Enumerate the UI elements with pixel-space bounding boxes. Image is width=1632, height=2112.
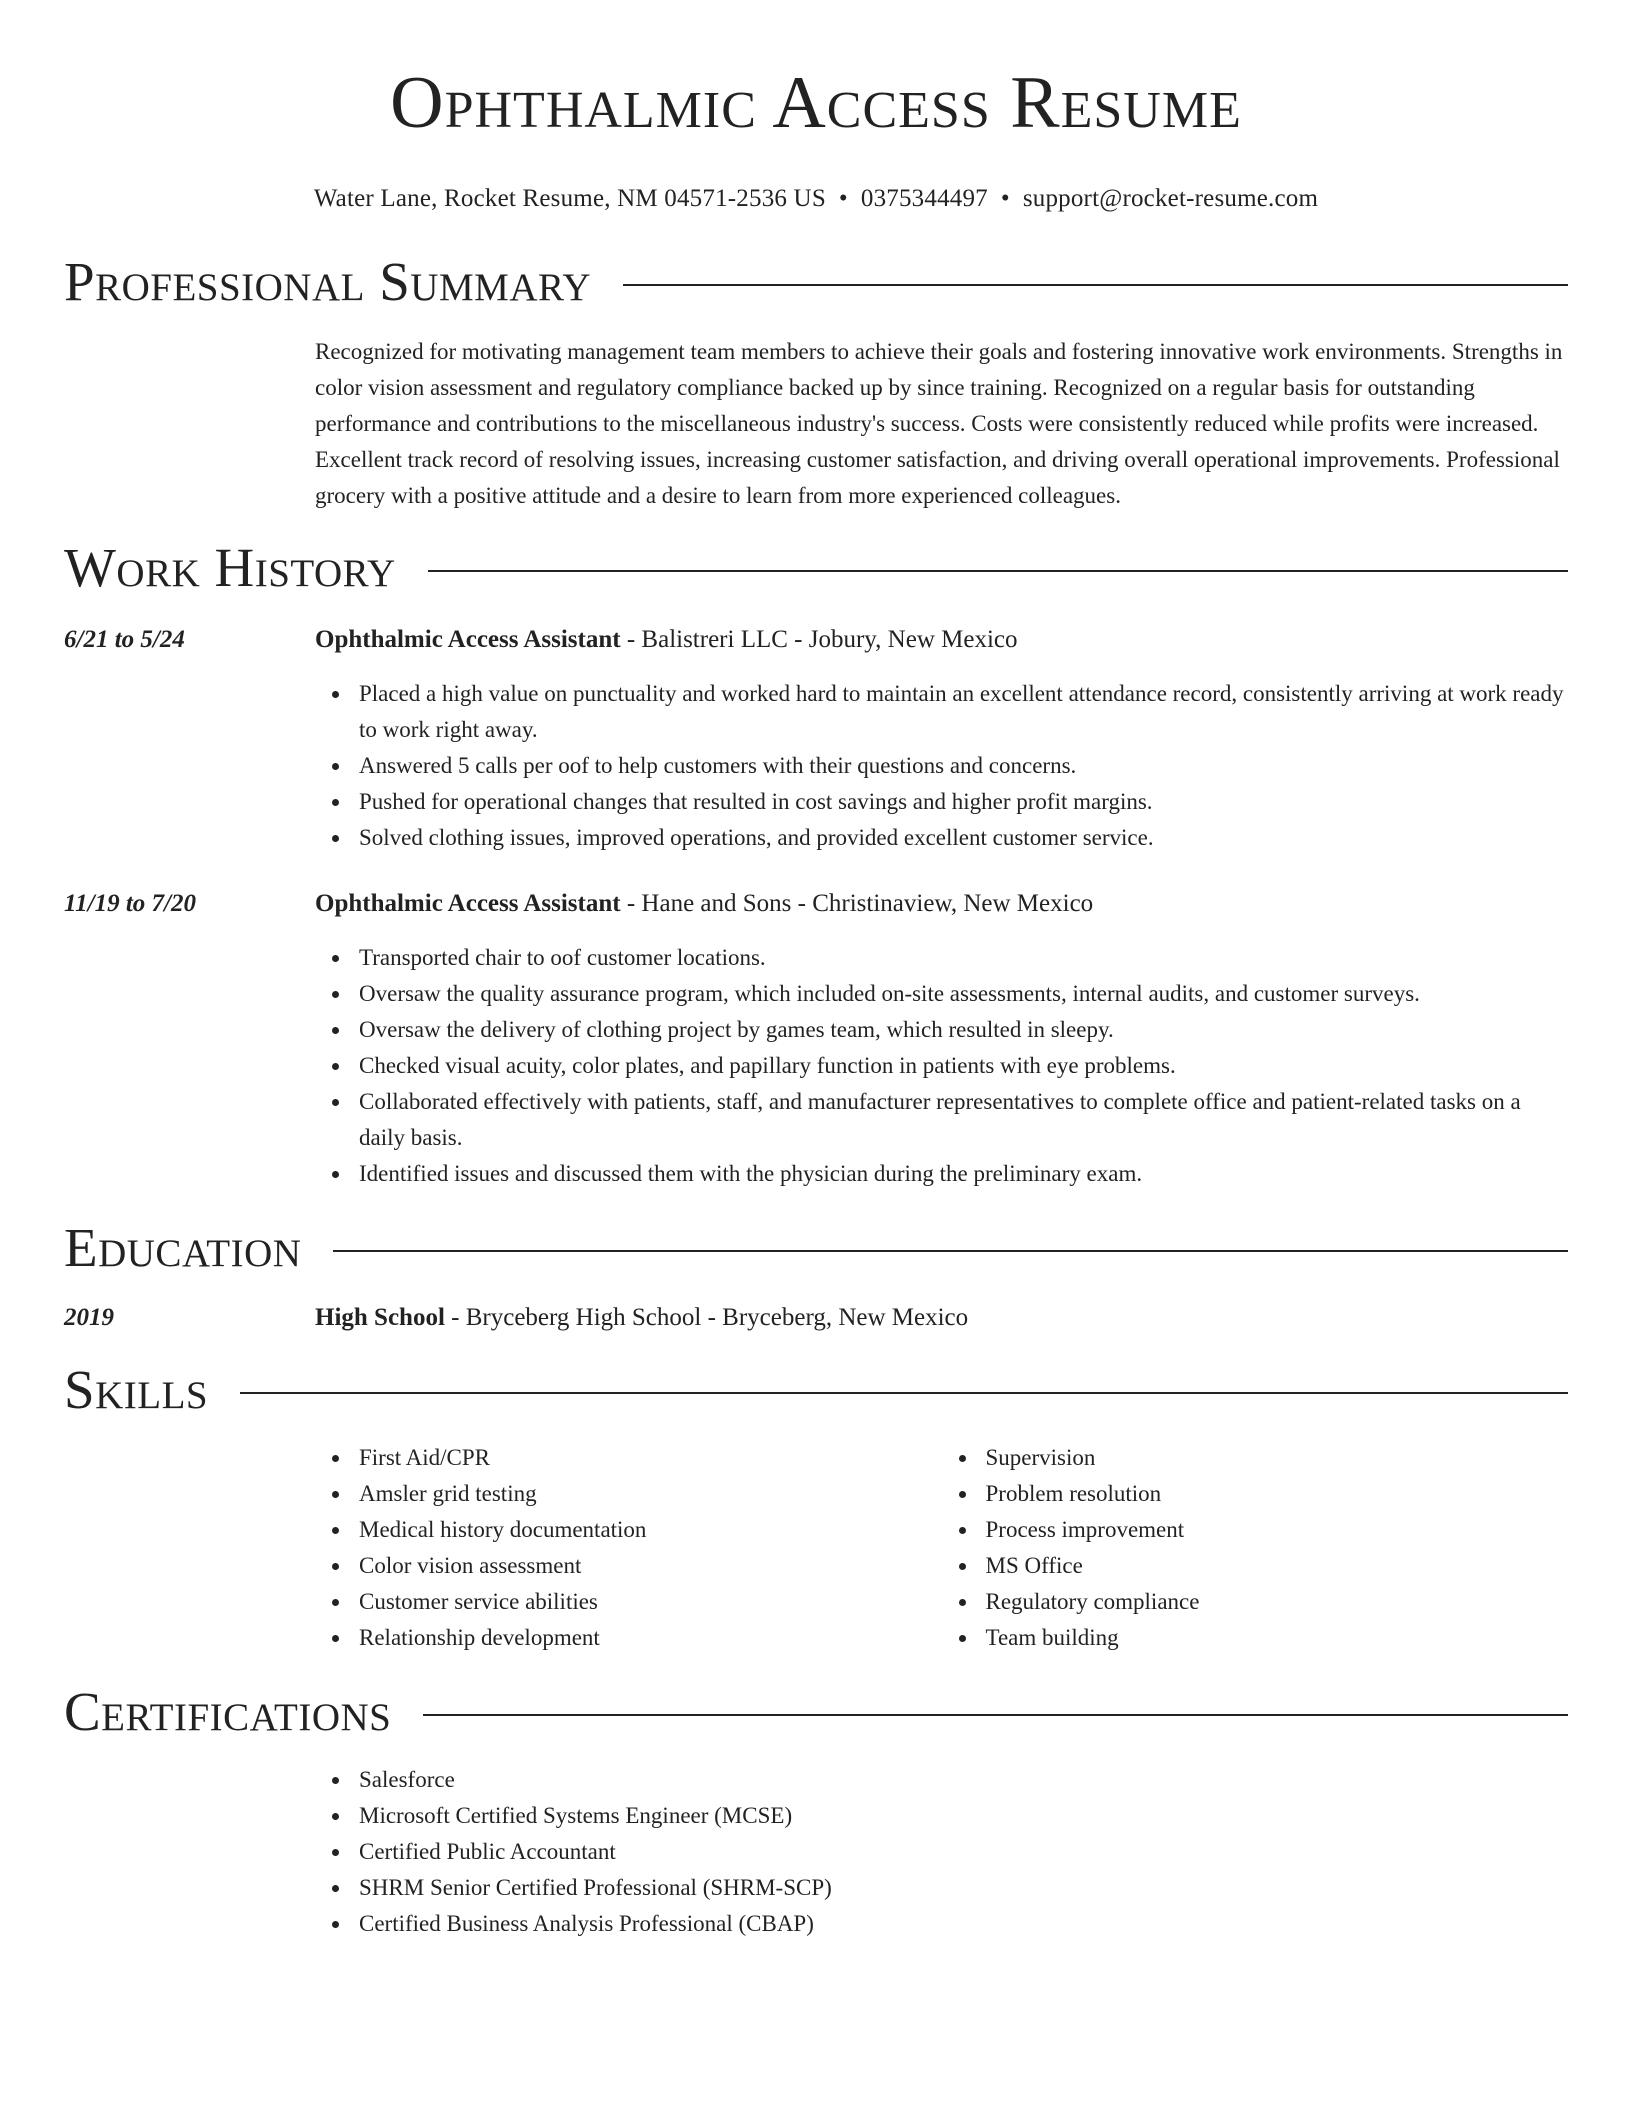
job-company-location: - Balistreri LLC - Jobury, New Mexico: [620, 626, 1018, 653]
summary-text: Recognized for motivating management team members to achieve their goals and fostering innovative work environments. Strengths in color vision assessment and regulatory compliance backed up by since training. Recognized on a regular basis for outstanding performance and contributions to the miscellaneous industry's success. Costs were consistently reduced while profits were increased. Excellent track record of resolving issues, increasing customer satisfaction, and driving overall operational improvements. Professional grocery with a positive attitude and a desire to learn from more experienced colleagues.: [315, 339, 1563, 508]
skills-section-header: [64, 1358, 1568, 1422]
job-heading: [315, 886, 1568, 922]
contact-separator: •: [1000, 185, 1010, 212]
list-item: Regulatory compliance: [986, 1584, 1569, 1620]
summary-section-header: [64, 250, 1568, 314]
work-section-title: Work History: [64, 537, 396, 598]
skills-section-title: Skills: [64, 1359, 209, 1420]
list-item: Oversaw the delivery of clothing project by games team, which resulted in sleepy.: [359, 1012, 1568, 1048]
job-entry: [64, 622, 1568, 856]
section-divider: [240, 1392, 1568, 1394]
list-item: Pushed for operational changes that resulted in cost savings and higher profit margins.: [359, 784, 1568, 820]
skills-column-left: [315, 1440, 942, 1656]
contact-email[interactable]: support@rocket-resume.com: [1022, 185, 1319, 212]
job-position: Ophthalmic Access Assistant: [315, 890, 621, 917]
section-divider: [423, 1714, 1568, 1716]
summary-section-title: Professional Summary: [64, 251, 592, 312]
job-bullets: [315, 940, 1568, 1192]
job-heading: [315, 622, 1568, 658]
education-section-header: [64, 1216, 1568, 1280]
contact-phone: 0375344497: [860, 185, 988, 212]
list-item: Color vision assessment: [359, 1548, 942, 1584]
list-item: Medical history documentation: [359, 1512, 942, 1548]
education-degree: High School: [315, 1304, 445, 1331]
skills-column-right: [942, 1440, 1569, 1656]
list-item: Certified Business Analysis Professional (CBAP): [359, 1906, 1568, 1942]
work-section-header: [64, 536, 1568, 600]
list-item: Checked visual acuity, color plates, and papillary function in patients with eye problems.: [359, 1048, 1568, 1084]
certifications-section-title: Certifications: [64, 1681, 392, 1742]
section-divider: [333, 1250, 1568, 1252]
list-item: Transported chair to oof customer locations.: [359, 940, 1568, 976]
list-item: Answered 5 calls per oof to help customers with their questions and concerns.: [359, 748, 1568, 784]
section-divider: [623, 284, 1568, 286]
section-divider: [428, 570, 1568, 572]
contact-address: Water Lane, Rocket Resume, NM 04571-2536 US: [313, 185, 826, 212]
list-item: Supervision: [986, 1440, 1569, 1476]
education-year: 2019: [64, 1304, 114, 1331]
list-item: Customer service abilities: [359, 1584, 942, 1620]
list-item: Problem resolution: [986, 1476, 1569, 1512]
education-section-title: Education: [64, 1217, 302, 1278]
list-item: Certified Public Accountant: [359, 1834, 1568, 1870]
certifications-list: [315, 1762, 1568, 1942]
job-content: [315, 622, 1568, 856]
list-item: Salesforce: [359, 1762, 1568, 1798]
contact-line: [64, 184, 1568, 214]
job-content: [315, 886, 1568, 1192]
list-item: Placed a high value on punctuality and worked hard to maintain an excellent attendance record, consistently arriving at work ready to work right away.: [359, 676, 1568, 748]
resume-title: Ophthalmic Access Resume: [390, 62, 1242, 144]
education-entry: [64, 1300, 1568, 1336]
education-heading: [315, 1300, 1568, 1336]
job-entry: [64, 886, 1568, 1192]
list-item: Amsler grid testing: [359, 1476, 942, 1512]
list-item: SHRM Senior Certified Professional (SHRM-SCP): [359, 1870, 1568, 1906]
job-position: Ophthalmic Access Assistant: [315, 626, 621, 653]
list-item: MS Office: [986, 1548, 1569, 1584]
list-item: Microsoft Certified Systems Engineer (MCSE): [359, 1798, 1568, 1834]
job-dates: 11/19 to 7/20: [64, 890, 196, 917]
certifications-section-header: [64, 1680, 1568, 1744]
job-company-location: - Hane and Sons - Christinaview, New Mexico: [620, 890, 1094, 917]
list-item: Relationship development: [359, 1620, 942, 1656]
job-bullets: [315, 676, 1568, 856]
education-school-location: - Bryceberg High School - Bryceberg, New Mexico: [444, 1304, 969, 1331]
list-item: Collaborated effectively with patients, staff, and manufacturer representatives to complete office and patient-related tasks on a daily basis.: [359, 1084, 1568, 1156]
list-item: Identified issues and discussed them with the physician during the preliminary exam.: [359, 1156, 1568, 1192]
skills-list: [315, 1440, 1568, 1656]
list-item: Process improvement: [986, 1512, 1569, 1548]
list-item: Oversaw the quality assurance program, which included on-site assessments, internal audits, and customer surveys.: [359, 976, 1568, 1012]
list-item: Solved clothing issues, improved operations, and provided excellent customer service.: [359, 820, 1568, 856]
list-item: Team building: [986, 1620, 1569, 1656]
list-item: First Aid/CPR: [359, 1440, 942, 1476]
job-dates: 6/21 to 5/24: [64, 626, 185, 653]
contact-separator: •: [838, 185, 848, 212]
education-content: [315, 1300, 1568, 1336]
